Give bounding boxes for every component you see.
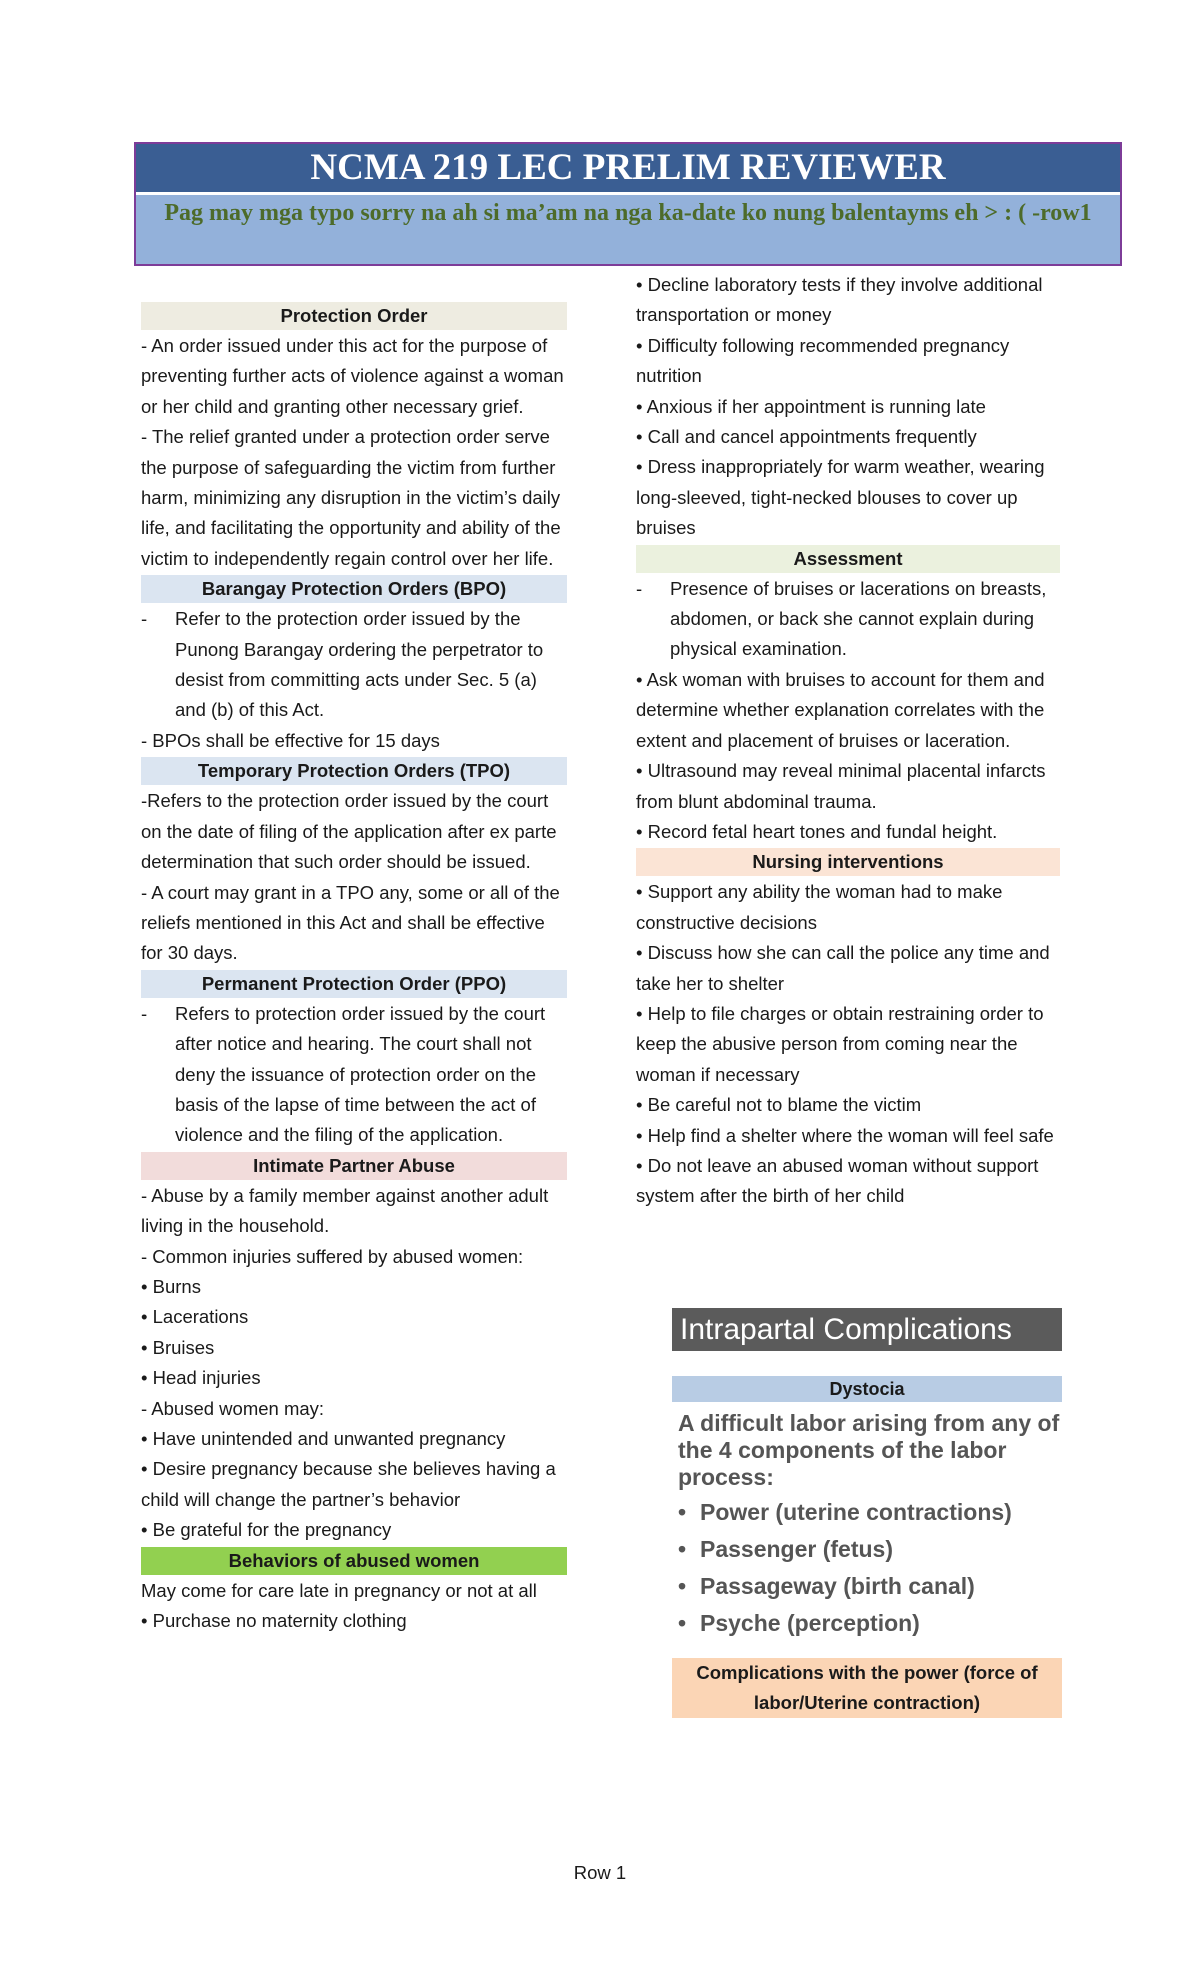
page-footer: Row 1: [573, 1862, 627, 1883]
bpo-heading: Barangay Protection Orders (BPO): [141, 575, 567, 603]
protection-order-definition: - An order issued under this act for the purpose of preventing further acts of violence against a woman or her child and granting other necessary grief.: [141, 335, 564, 417]
bullet: •: [678, 1610, 687, 1636]
behaviors-line: • Difficulty following recommended pregnancy nutrition: [636, 334, 1010, 387]
dystocia-lead: A difficult labor arising from any of the 4 components of the labor process:: [678, 1410, 1060, 1490]
tpo-definition: -Refers to the protection order issued by the court on the date of filing of the application after ex parte determination that such order should be issued.: [141, 790, 557, 873]
nursing-heading: Nursing interventions: [636, 848, 1060, 876]
ipa-line: • Be grateful for the pregnancy: [141, 1519, 392, 1541]
ipa-line: - Abused women may:: [141, 1397, 325, 1419]
left-column: [141, 301, 567, 1636]
behaviors-line: • Anxious if her appointment is running late: [636, 395, 986, 417]
list-item: [678, 1536, 1098, 1563]
assessment-line: • Ultrasound may reveal minimal placental infarcts from blunt abdominal trauma.: [636, 760, 1046, 812]
ppo-heading: Permanent Protection Order (PPO): [141, 970, 567, 998]
page-subtitle: Pag may mga typo sorry na ah si ma’am na nga ka-date ko nung balentayms eh > : ( -row1: [136, 195, 1120, 264]
assessment-bruises: Presence of bruises or lacerations on breasts, abdomen, or back she cannot explain during physical examination.: [670, 577, 1047, 660]
ipa-line: • Have unintended and unwanted pregnancy: [141, 1428, 506, 1449]
component-passageway: Passageway (birth canal): [700, 1573, 975, 1599]
protection-order-heading: Protection Order: [141, 302, 567, 330]
behaviors-line: • Call and cancel appointments frequently: [636, 426, 977, 448]
nursing-line: • Help find a shelter where the woman will feel safe: [636, 1124, 1054, 1146]
behaviors-line: • Decline laboratory tests if they involve additional: [636, 274, 1043, 295]
assessment-line: • Record fetal heart tones and fundal height.: [636, 820, 998, 842]
ipa-line: • Burns: [141, 1275, 201, 1297]
list-item: [678, 1610, 1098, 1637]
tpo-heading: Temporary Protection Orders (TPO): [141, 757, 567, 785]
labor-components-list: [678, 1499, 1098, 1637]
ipa-line: • Desire pregnancy because she believes having a child will change the partner’s behavior: [141, 1458, 556, 1510]
bpo-effectivity: - BPOs shall be effective for 15 days: [141, 729, 440, 751]
bpo-definition: Refer to the protection order issued by the Punong Barangay ordering the perpetrator to desist from committing acts under Sec. 5 (a) and (b) of this Act.: [175, 608, 544, 721]
behaviors-line: transportation or money: [636, 304, 832, 326]
list-item: [678, 1573, 1098, 1600]
behaviors-heading: Behaviors of abused women: [141, 1547, 567, 1575]
right-column: [636, 270, 1060, 1212]
ipa-line: - Common injuries suffered by abused women:: [141, 1245, 524, 1267]
list-item: [678, 1499, 1098, 1526]
component-passenger: Passenger (fetus): [700, 1536, 894, 1562]
behaviors-line: • Dress inappropriately for warm weather, wearing long-sleeved, tight-necked blouses to cover up bruises: [636, 456, 1045, 539]
bullet: •: [678, 1499, 687, 1525]
tpo-effectivity: - A court may grant in a TPO any, some or all of the reliefs mentioned in this Act and shall be effective for 30 days.: [141, 881, 560, 964]
bullet: •: [678, 1573, 687, 1599]
assessment-heading: Assessment: [636, 545, 1060, 573]
dash-marker: -: [141, 608, 148, 630]
bpo-item: [141, 604, 567, 726]
dash-marker: -: [141, 1002, 148, 1024]
ipa-line: • Bruises: [141, 1336, 215, 1358]
ipa-line: - Abuse by a family member against another adult living in the household.: [141, 1184, 549, 1237]
nursing-line: • Do not leave an abused woman without support system after the birth of her child: [636, 1154, 1039, 1207]
nursing-line: • Support any ability the woman had to make constructive decisions: [636, 881, 1003, 933]
ipa-heading: Intimate Partner Abuse: [141, 1152, 567, 1180]
dystocia-heading: Dystocia: [672, 1376, 1062, 1402]
ppo-item: [141, 999, 567, 1151]
dystocia-definition-image: [678, 1410, 1098, 1647]
page-title: NCMA 219 LEC PRELIM REVIEWER: [136, 144, 1120, 192]
dash-marker: -: [636, 577, 643, 599]
assessment-item: [636, 574, 1060, 665]
nursing-line: • Be careful not to blame the victim: [636, 1094, 922, 1116]
behaviors-line: May come for care late in pregnancy or not at all: [141, 1579, 537, 1601]
ipa-line: • Lacerations: [141, 1306, 249, 1328]
ppo-definition: Refers to protection order issued by the court after notice and hearing. The court shall not deny the issuance of protection order on the basis of the lapse of time between the act of violence and the filing of the application.: [175, 1002, 546, 1146]
bullet: •: [678, 1536, 687, 1562]
nursing-line: • Help to file charges or obtain restraining order to keep the abusive person from coming near the woman if necessary: [636, 1002, 1044, 1085]
intrapartal-title: Intrapartal Complications: [672, 1308, 1062, 1351]
ipa-line: • Head injuries: [141, 1367, 261, 1389]
behaviors-line: • Purchase no maternity clothing: [141, 1610, 407, 1632]
assessment-line: • Ask woman with bruises to account for them and determine whether explanation correlates with the extent and placement of bruises or laceration.: [636, 668, 1045, 751]
nursing-line: • Discuss how she can call the police any time and take her to shelter: [636, 942, 1050, 994]
power-complications-heading: Complications with the power (force of labor/Uterine contraction): [672, 1658, 1062, 1718]
protection-order-relief: - The relief granted under a protection order serve the purpose of safeguarding the victim from further harm, minimizing any disruption in the victim’s daily life, and facilitating the opportunity and ability of the victim to independently regain control over her life.: [141, 426, 561, 569]
component-psyche: Psyche (perception): [700, 1610, 920, 1636]
reviewer-banner: [134, 142, 1122, 266]
component-power: Power (uterine contractions): [700, 1499, 1012, 1525]
